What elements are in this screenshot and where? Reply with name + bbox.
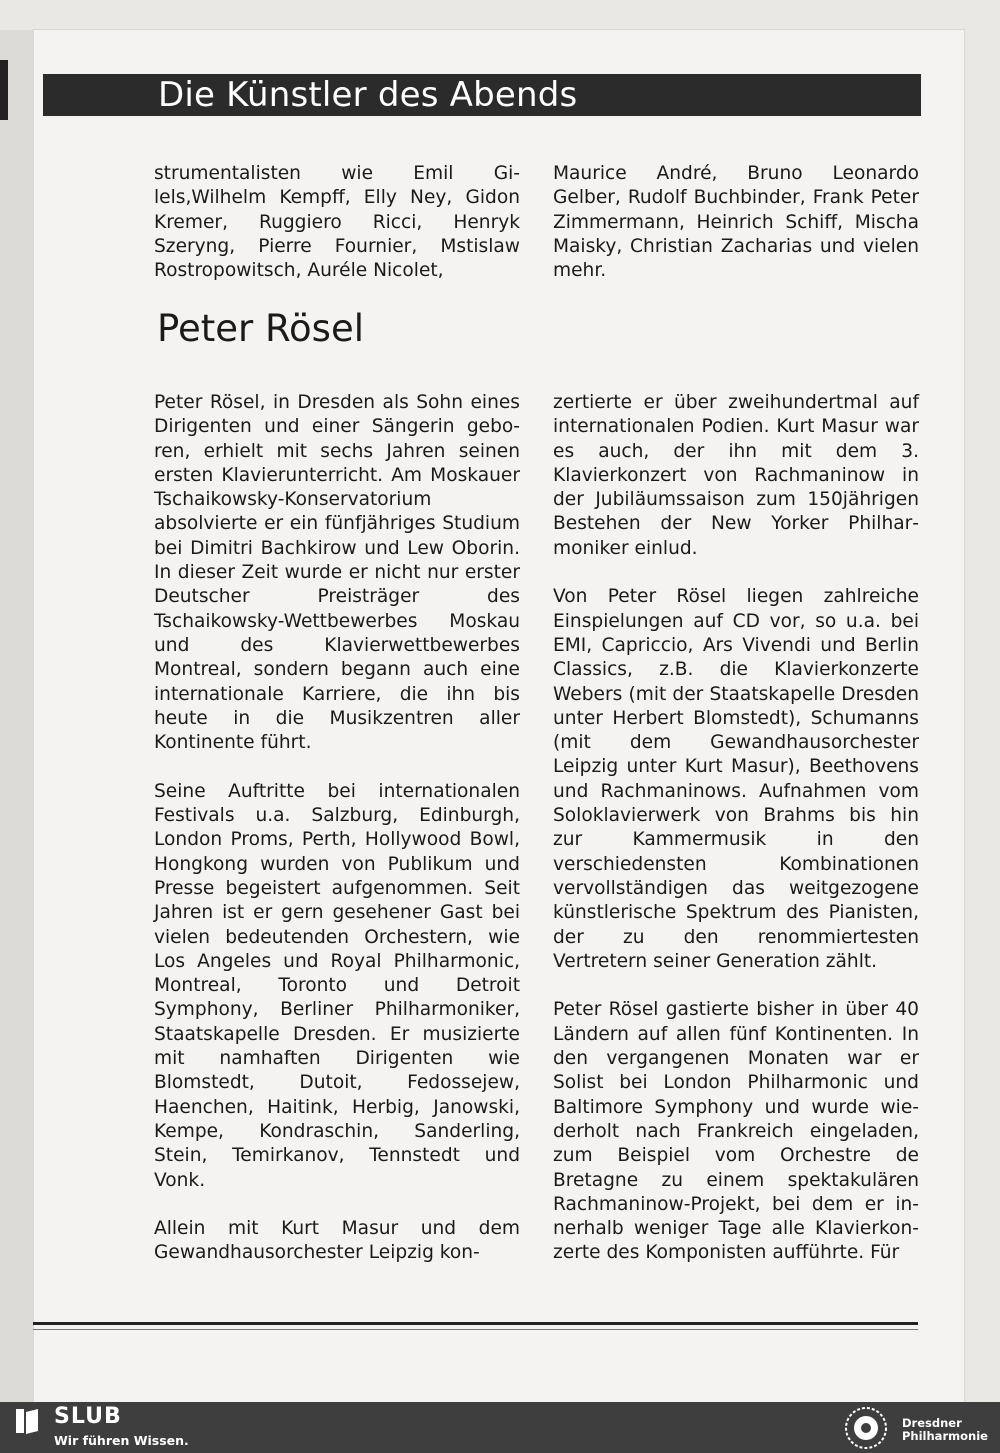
right-column: [553, 391, 919, 1266]
footer-rule-thin: [33, 1329, 918, 1330]
intro-right-text: Maurice André, Bruno Leonardo Gelber, Rudolf Buchbinder, Frank Peter Zimmermann, Heinrich Schiff, Mischa Maisky, Christian Zacharias und vielen mehr.: [553, 163, 919, 282]
book-icon[interactable]: [12, 1406, 42, 1436]
edge-mark: [0, 60, 8, 120]
footer-rule: [33, 1322, 918, 1325]
library-slogan: Wir führen Wissen.: [54, 1433, 189, 1448]
left-paragraph: Seine Auftritte bei internationalen Festivals u.a. Salzburg, Edinburgh, London Proms, Perth, Hollywood Bowl, Hongkong wurden von Publikum und Presse begeistert aufgenommen. Seit Jahren ist er gern gesehener Gast bei vielen bedeutenden Orchestern, wie Los Angeles und Royal Philharmonic, Montreal, Toronto und Detroit Symphony, Berliner Philharmoniker, Staatskapelle Dresden. Er musizierte mit namhaften Dirigenten wie Blomstedt, Dutoit, Fedossejew, Haenchen, Haitink, Herbig, Janowski, Kempe, Kondraschin, Sanderling, Stein, Temirkanov, Tennstedt und Vonk.: [154, 780, 520, 1191]
intro-right-column: [553, 162, 919, 283]
left-paragraph: Peter Rösel, in Dresden als Sohn eines Dirigenten und einer Sängerin geboren, erhielt mit sechs Jahren seinen ersten Klavierunterricht. Am Moskauer Tschaikowsky-Konservatorium absolvierte er ein fünfjähriges Studium bei Dimitri Bachkirow und Lew Oborin. In dieser Zeit wurde er nicht nur erster Deutscher Preisträger des Tschaikowsky-Wettbewerbes Moskau und des Klavierwettbewerbes Montreal, sondern begann auch eine internationale Karriere, die ihn bis heute in die Musikzentren aller Kontinente führt.: [154, 392, 520, 754]
left-paragraph: Allein mit Kurt Masur und dem Gewandhausorchester Leipzig kon-: [154, 1218, 520, 1264]
partner-name-line2: Philharmonie: [902, 1429, 988, 1443]
intro-left-column: [154, 162, 520, 283]
philharmonie-logo-icon: [840, 1405, 892, 1451]
partner-name-line1: Dresdner: [902, 1416, 962, 1430]
library-name[interactable]: SLUB: [54, 1404, 122, 1429]
page-fold: [0, 30, 35, 1402]
intro-left-text: strumentalisten wie Emil Gilels,Wilhelm Kempff, Elly Ney, Gidon Kremer, Ruggiero Ricci, Henryk Szeryng, Pierre Fournier, Mstislaw Rostropowitsch, Auréle Nicolet,: [154, 163, 520, 282]
page-title: Die Künstler des Abends: [158, 75, 578, 115]
right-paragraph: Von Peter Rösel liegen zahlreiche Einspielungen auf CD vor, so u.a. bei EMI, Capriccio, Ars Vivendi und Berlin Classics, z.B. die Klavierkonzerte Webers (mit der Staatskapelle Dresden unter Herbert Blomstedt), Schumanns (mit dem Gewandhausorchester Leipzig unter Kurt Masur), Beethovens und Rachmaninows. Aufnahmen vom Soloklavierwerk von Brahms bis hin zur Kammermusik in den verschiedensten Kombinationen vervollständigen das weitgezogene künstlerische Spektrum des Pianisten, der zu den renommiertesten Vertretern seiner Generation zählt.: [553, 586, 919, 972]
section-title: Peter Rösel: [157, 307, 365, 350]
right-paragraph: zertierte er über zweihundertmal auf internationalen Podien. Kurt Masur war es auch, der ihn mit dem 3. Klavierkonzert von Rachmaninow in der Jubiläumssaison zum 150jährigen Bestehen der New Yorker Philharmoniker einlud.: [553, 392, 919, 559]
right-paragraph: Peter Rösel gastierte bisher in über 40 Ländern auf allen fünf Kontinenten. In den vergangenen Monaten war er Solist bei London Philharmonic und Baltimore Symphony und wurde wiederholt nach Frankreich eingeladen, zum Beispiel vom Orchestre de Bretagne zu einem spektakulären Rachmaninow-Projekt, bei dem er innerhalb weniger Tage alle Klavierkonzerte des Komponisten aufführte. Für: [553, 999, 919, 1264]
partner-name: [902, 1417, 988, 1443]
left-column: [154, 391, 520, 1266]
